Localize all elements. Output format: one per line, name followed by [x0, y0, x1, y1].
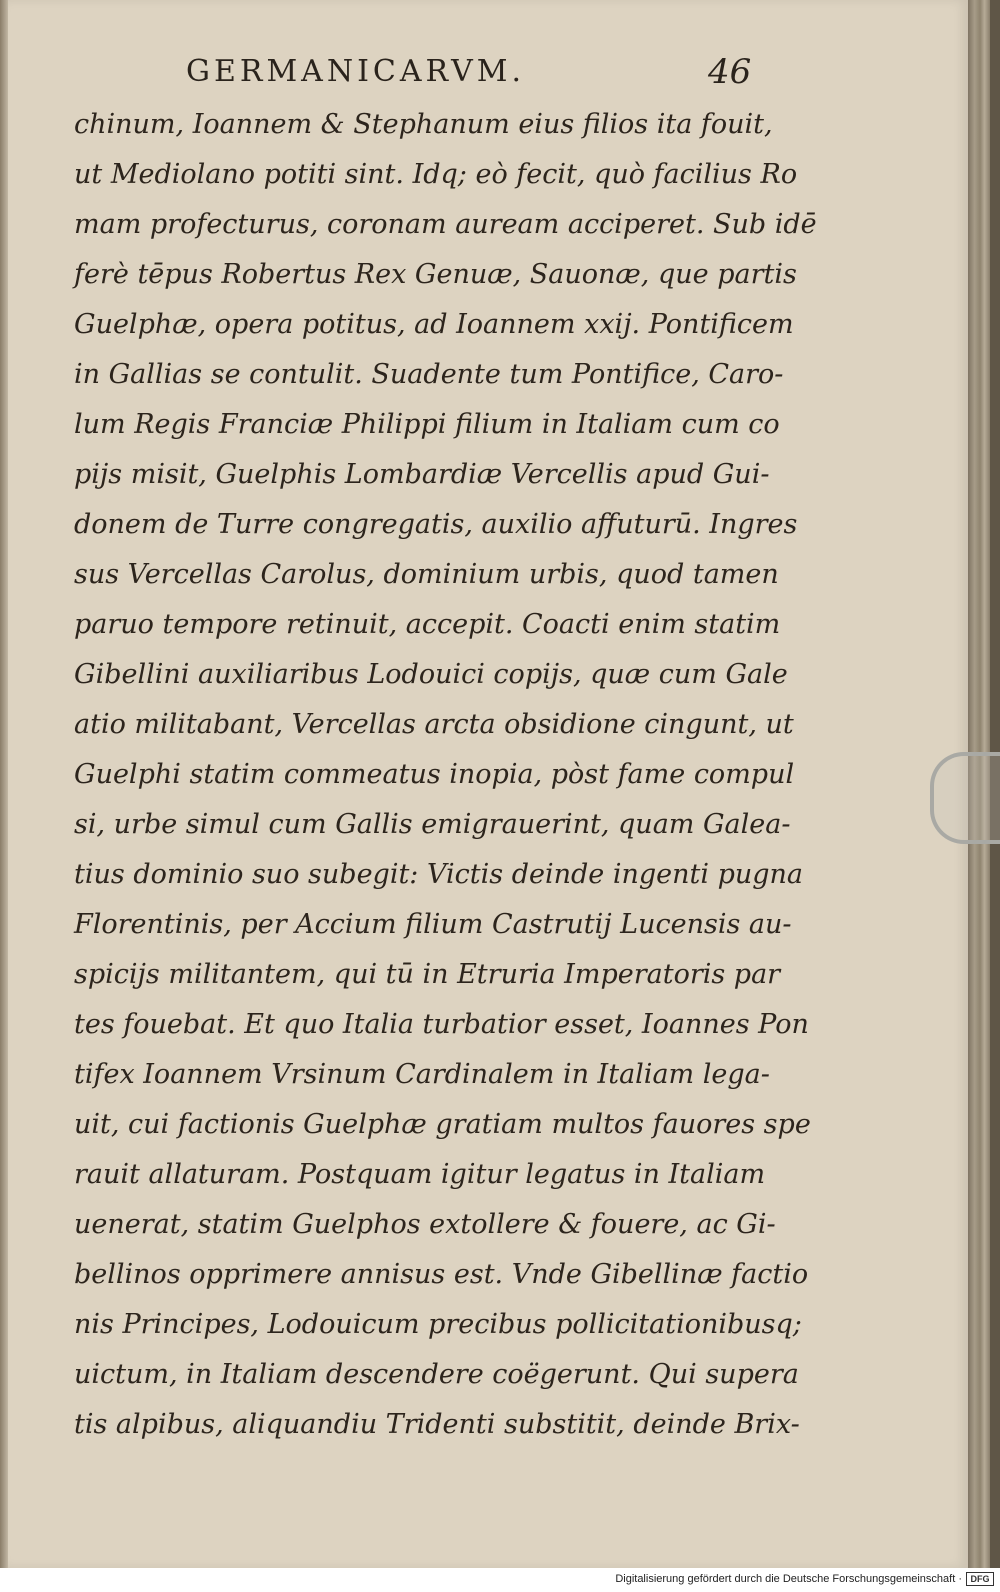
- text-line: ut Mediolano potiti sint. Idq; eò fecit, quò facilius Ro: [74, 159, 798, 190]
- text-line: donem de Turre congregatis, auxilio affuturū. Ingres: [74, 509, 798, 540]
- text-line: Florentinis, per Accium filium Castrutij Lucensis au-: [74, 909, 792, 940]
- dfg-logo: DFG: [966, 1572, 994, 1586]
- body-text: [74, 100, 817, 1450]
- text-line: si, urbe simul cum Gallis emigrauerint, quam Galea-: [74, 809, 791, 840]
- text-line: tis alpibus, aliquandiu Tridenti substitit, deinde Brix-: [74, 1409, 800, 1440]
- page-number: 46: [708, 52, 752, 92]
- text-line: uit, cui factionis Guelphæ gratiam multos fauores spe: [74, 1109, 811, 1140]
- text-line: pijs misit, Guelphis Lombardiæ Vercellis apud Gui-: [74, 459, 770, 490]
- text-line: uictum, in Italiam descendere coëgerunt. Qui supera: [74, 1359, 799, 1390]
- text-line: tifex Ioannem Vrsinum Cardinalem in Italiam lega-: [74, 1059, 770, 1090]
- text-line: mam profecturus, coronam auream acciperet. Sub idē: [74, 209, 817, 240]
- text-line: lum Regis Franciæ Philippi filium in Italiam cum co: [74, 409, 780, 440]
- text-line: tes fouebat. Et quo Italia turbatior esset, Ioannes Pon: [74, 1009, 809, 1040]
- text-line: uenerat, statim Guelphos extollere & fouere, ac Gi-: [74, 1209, 776, 1240]
- text-line: ferè tēpus Robertus Rex Genuæ, Sauonæ, que partis: [74, 259, 797, 290]
- text-line: rauit allaturam. Postquam igitur legatus in Italiam: [74, 1159, 766, 1190]
- book-clip: [930, 752, 1000, 844]
- text-line: chinum, Ioannem & Stephanum eius filios ita fouit,: [74, 109, 773, 140]
- text-line: atio militabant, Vercellas arcta obsidione cingunt, ut: [74, 709, 794, 740]
- text-line: paruo tempore retinuit, accepit. Coacti enim statim: [74, 609, 781, 640]
- text-line: nis Principes, Lodouicum precibus pollicitationibusq;: [74, 1309, 802, 1340]
- text-line: Gibellini auxiliaribus Lodouici copijs, quæ cum Gale: [74, 659, 788, 690]
- book-page: [8, 0, 968, 1568]
- text-line: Guelphi statim commeatus inopia, pòst fame compul: [74, 759, 795, 790]
- text-line: bellinos opprimere annisus est. Vnde Gibellinæ factio: [74, 1259, 809, 1290]
- text-line: spicijs militantem, qui tū in Etruria Imperatoris par: [74, 959, 781, 990]
- text-line: Guelphæ, opera potitus, ad Ioannem xxij. Pontificem: [74, 309, 794, 340]
- digitization-footer: [0, 1568, 1000, 1592]
- text-line: in Gallias se contulit. Suadente tum Pontifice, Caro-: [74, 359, 784, 390]
- text-line: tius dominio suo subegit: Victis deinde ingenti pugna: [74, 859, 804, 890]
- text-line: sus Vercellas Carolus, dominium urbis, quod tamen: [74, 559, 779, 590]
- running-head: [8, 52, 968, 98]
- footer-credit: Digitalisierung gefördert durch die Deutsche Forschungsgemeinschaft ·: [615, 1573, 962, 1585]
- running-title: GERMANICARVM.: [186, 54, 525, 89]
